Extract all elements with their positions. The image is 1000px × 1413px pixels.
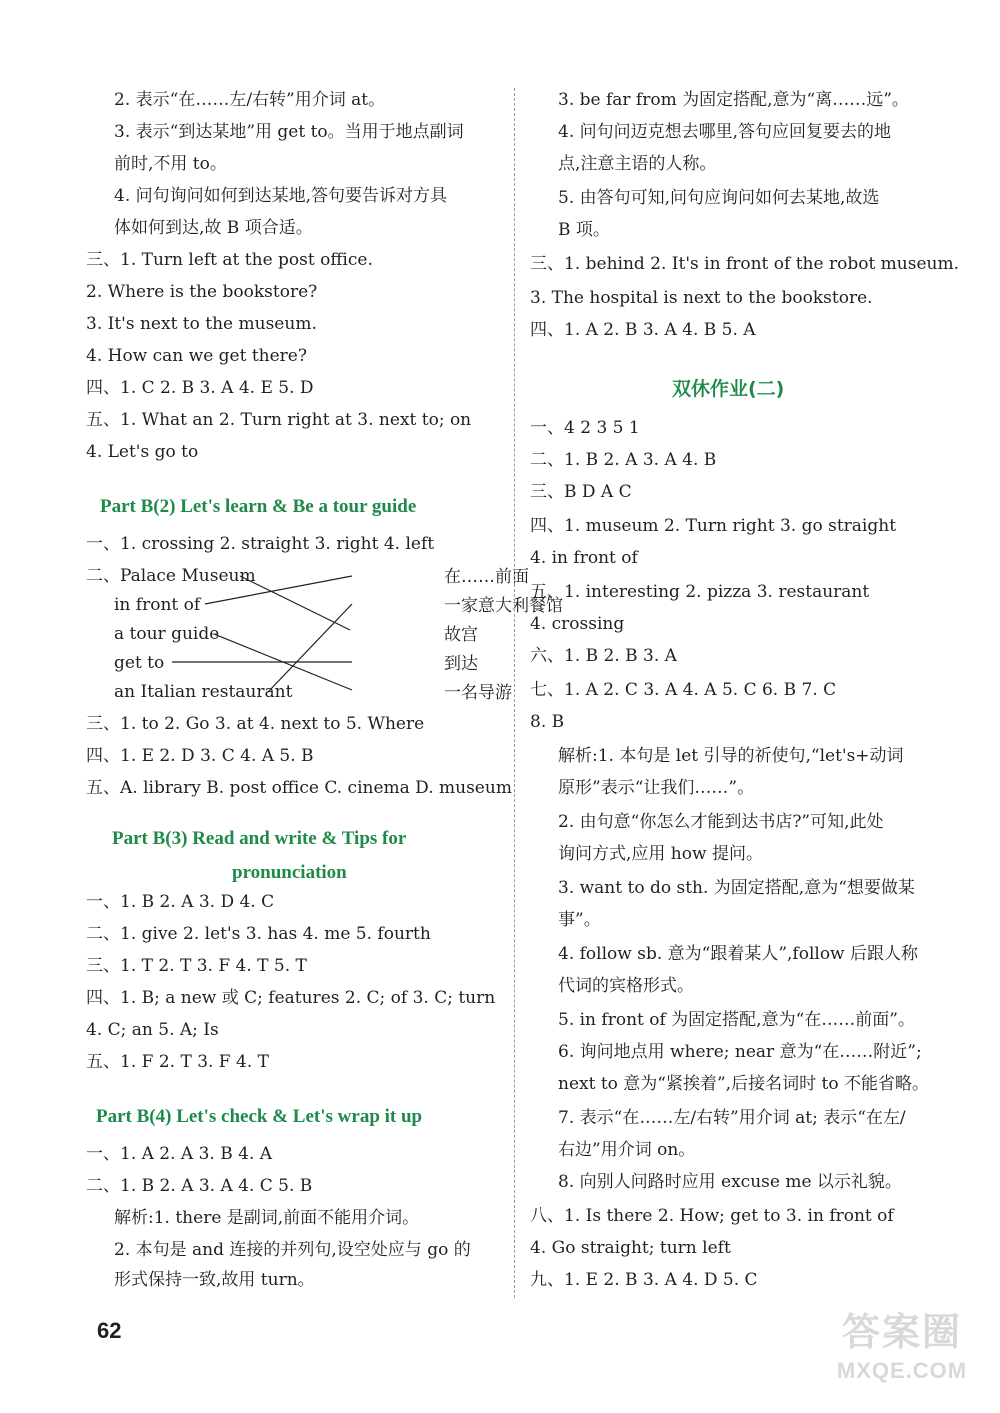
section-heading: pronunciation [232, 862, 347, 883]
answer-line: 四、1. B; a new 或 C; features 2. C; of 3. C; turn [86, 988, 496, 1008]
answer-line: 二、1. B 2. A 3. A 4. B [530, 450, 717, 470]
explanation-line: next to 意为“紧挨着”,后接名词时 to 不能省略。 [558, 1074, 929, 1094]
answer-line: 二、1. give 2. let's 3. has 4. me 5. fourth [86, 924, 431, 944]
watermark-logo [812, 1308, 992, 1404]
answer-line: 4. 问句询问如何到达某地,答句要告诉对方具 [114, 186, 448, 206]
answer-line: 三、1. T 2. T 3. F 4. T 5. T [86, 956, 307, 976]
answer-line: 四、1. E 2. D 3. C 4. A 5. B [86, 746, 314, 766]
match-right-item: 一家意大利餐馆 [444, 596, 563, 616]
section-heading: Part B(3) Read and write & Tips for [112, 828, 407, 849]
answer-line: 四、1. A 2. B 3. A 4. B 5. A [530, 320, 756, 340]
answer-line: 4. crossing [530, 614, 625, 634]
explanation-line: 解析:1. 本句是 let 引导的祈使句,“let's+动词 [558, 746, 904, 766]
explanation-line: 事”。 [558, 910, 601, 930]
answer-line: 2. 表示“在……左/右转”用介词 at。 [114, 90, 386, 110]
answer-line: 三、B D A C [530, 482, 632, 502]
explanation-line: 2. 本句是 and 连接的并列句,设空处应与 go 的 [114, 1240, 471, 1260]
matching-lines [86, 0, 506, 720]
explanation-line: 原形”表示“让我们……”。 [558, 778, 755, 798]
answer-line: 八、1. Is there 2. How; get to 3. in front of [530, 1206, 894, 1226]
answer-line: 4. How can we get there? [86, 346, 307, 366]
answer-line: 三、1. behind 2. It's in front of the robot museum. [530, 254, 960, 274]
answer-line: 4. C; an 5. A; Is [86, 1020, 219, 1040]
explanation-line: 6. 询问地点用 where; near 意为“在……附近”; [558, 1042, 922, 1062]
answer-line: 四、1. C 2. B 3. A 4. E 5. D [86, 378, 314, 398]
answer-line: 3. 表示“到达某地”用 get to。当用于地点副词 [114, 122, 464, 142]
explanation-line: 5. 由答句可知,问句应询问如何去某地,故选 [558, 188, 880, 208]
match-left-item: an Italian restaurant [114, 682, 293, 702]
match-right-item: 到达 [444, 654, 478, 674]
explanation-line: 4. follow sb. 意为“跟着某人”,follow 后跟人称 [558, 944, 919, 964]
explanation-line: 4. 问句问迈克想去哪里,答句应回复要去的地 [558, 122, 892, 142]
answer-line: 2. Where is the bookstore? [86, 282, 318, 302]
match-left-item: a tour guide [114, 624, 220, 644]
answer-line: 三、1. to 2. Go 3. at 4. next to 5. Where [86, 714, 425, 734]
answer-line: 二、1. B 2. A 3. A 4. C 5. B [86, 1176, 313, 1196]
column-divider [514, 88, 515, 1298]
answer-line: 九、1. E 2. B 3. A 4. D 5. C [530, 1270, 758, 1290]
match-right-item: 在……前面 [444, 567, 529, 587]
answer-line: 一、1. A 2. A 3. B 4. A [86, 1144, 273, 1164]
explanation-line: 8. 向别人问路时应用 excuse me 以示礼貌。 [558, 1172, 902, 1192]
section-heading: Part B(2) Let's learn & Be a tour guide [100, 496, 417, 517]
answer-line: 4. in front of [530, 548, 638, 568]
answer-line: 五、1. F 2. T 3. F 4. T [86, 1052, 269, 1072]
explanation-line: 3. want to do sth. 为固定搭配,意为“想要做某 [558, 878, 915, 898]
answer-line: 体如何到达,故 B 项合适。 [114, 218, 313, 238]
match-left-item: 二、Palace Museum [86, 566, 256, 586]
page-number: 62 [97, 1318, 122, 1343]
answer-line: 六、1. B 2. B 3. A [530, 646, 677, 666]
answer-line: 五、1. What an 2. Turn right at 3. next to; on [86, 410, 472, 430]
answer-line: 七、1. A 2. C 3. A 4. A 5. C 6. B 7. C [530, 680, 837, 700]
answer-line: 前时,不用 to。 [114, 154, 227, 174]
explanation-line: 右边”用介词 on。 [558, 1140, 696, 1160]
watermark-text: 答案圈 [841, 1312, 962, 1354]
explanation-line: 解析:1. there 是副词,前面不能用介词。 [114, 1208, 420, 1228]
explanation-line: 2. 由句意“你怎么才能到达书店?”可知,此处 [558, 812, 884, 832]
answer-line: 4. Go straight; turn left [530, 1238, 731, 1258]
match-right-item: 故宫 [444, 625, 478, 645]
answer-line: 一、4 2 3 5 1 [530, 418, 640, 438]
answer-line: 8. B [530, 712, 565, 732]
answer-line: 五、A. library B. post office C. cinema D. museum [86, 778, 512, 798]
answer-line: 五、1. interesting 2. pizza 3. restaurant [530, 582, 870, 602]
answer-line: 三、1. Turn left at the post office. [86, 250, 373, 270]
answer-line: 3. It's next to the museum. [86, 314, 317, 334]
explanation-line: 询问方式,应用 how 提问。 [558, 844, 763, 864]
match-right-item: 一名导游 [444, 683, 512, 703]
match-left-item: get to [114, 653, 165, 673]
answer-line: 4. Let's go to [86, 442, 199, 462]
match-line [268, 604, 352, 692]
match-line [205, 576, 352, 604]
explanation-line: 点,注意主语的人称。 [558, 154, 717, 174]
explanation-line: 5. in front of 为固定搭配,意为“在……前面”。 [558, 1010, 915, 1030]
watermark-url: MXQE.COM [836, 1358, 968, 1383]
explanation-line: 3. be far from 为固定搭配,意为“离……远”。 [558, 90, 909, 110]
section-heading: Part B(4) Let's check & Let's wrap it up [96, 1106, 423, 1127]
explanation-line: 形式保持一致,故用 turn。 [114, 1270, 315, 1290]
match-line [240, 576, 350, 630]
explanation-line: 7. 表示“在……左/右转”用介词 at; 表示“在左/ [558, 1108, 906, 1128]
answer-line: 四、1. museum 2. Turn right 3. go straight [530, 516, 897, 536]
explanation-line: 代词的宾格形式。 [558, 976, 694, 996]
explanation-line: B 项。 [558, 220, 610, 240]
answer-line: 3. The hospital is next to the bookstore. [530, 288, 873, 308]
match-left-item: in front of [114, 595, 201, 615]
answer-line: 一、1. B 2. A 3. D 4. C [86, 892, 275, 912]
answer-line: 一、1. crossing 2. straight 3. right 4. left [86, 534, 435, 554]
section-heading: 双休作业(二) [672, 378, 785, 400]
